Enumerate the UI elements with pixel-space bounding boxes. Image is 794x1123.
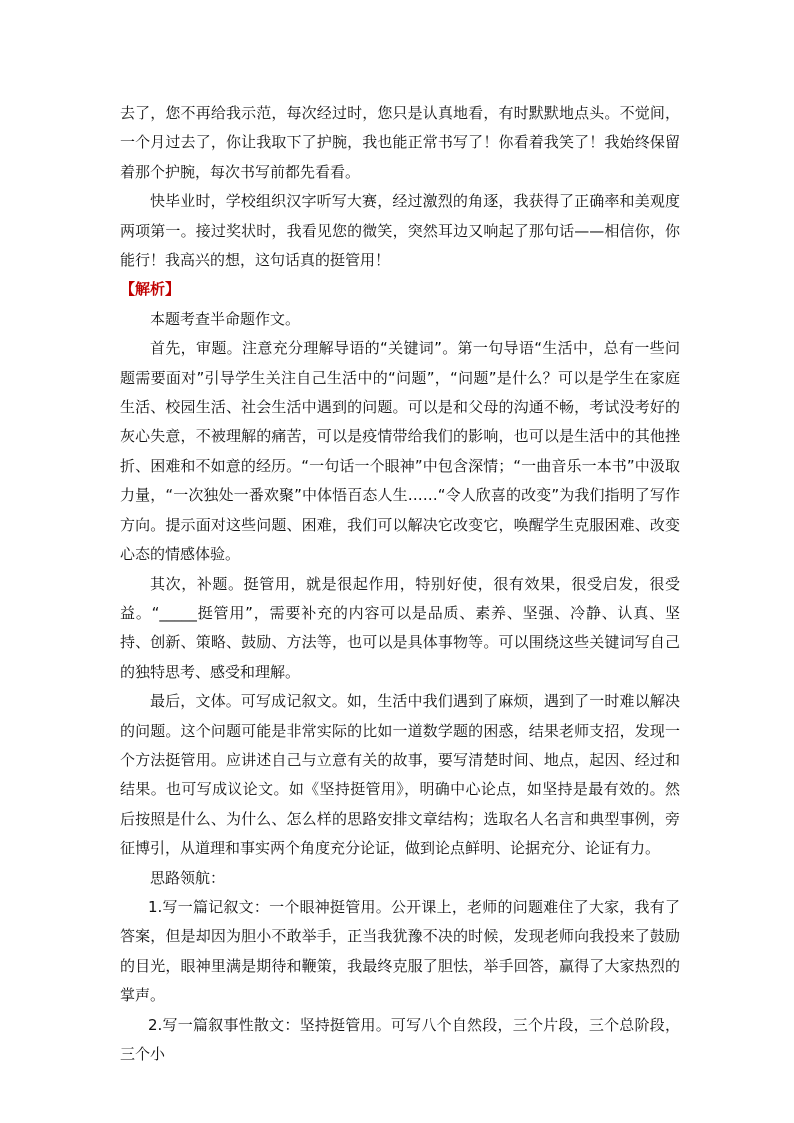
- guide-item-2: 2.写一篇叙事性散文：坚持挺管用。可写八个自然段，三个片段，三个总阶段，三个小: [120, 1015, 680, 1063]
- document-body: [120, 99, 680, 1069]
- paragraph-story-end-1: 去了，您不再给我示范，每次经过时，您只是认真地看，有时默默地点头。不觉间，一个月过去了，你让我取下了护腕，我也能正常书写了！你看着我笑了！我始终保留着那个护腕，每次书写前都先看看。: [120, 104, 680, 181]
- paragraph-story-end-2: 快毕业时，学校组织汉字听写大赛，经过激烈的角逐，我获得了正确率和美观度两项第一。接过奖状时，我看见您的微笑，突然耳边又响起了那句话——相信你，你能行！我高兴的想，这句话真的挺管用！: [120, 192, 680, 270]
- paragraph-complete-topic: 其次，补题。挺管用，就是很起作用，特别好使，很有效果，很受启发，很受益。“_____挺管用”，需要补充的内容可以是品质、素养、坚强、冷静、认真、坚持、创新、策略、鼓励、方法等，也可以是具体事物等。可以围绕这些关键词写自己的独特思考、感受和理解。: [120, 574, 680, 681]
- paragraph-review-topic: 首先，审题。注意充分理解导语的“关键词”。第一句导语“生活中，总有一些问题需要面对”引导学生关注自己生活中的“问题”，“问题”是什么？可以是学生在家庭生活、校园生活、社会生活中遇到的问题。可以是和父母的沟通不畅，考试没考好的灰心失意，不被理解的痛苦，可以是疫情带给我们的影响，也可以是生活中的其他挫折、困难和不如意的经历。“一句话一个眼神”中包含深情；“一曲音乐一本书”中汲取力量，“一次独处一番欢聚”中体悟百态人生……“令人欣喜的改变”为我们指明了写作方向。提示面对这些问题、困难，我们可以解决它改变它，唤醒学生克服困难、改变心态的情感体验。: [120, 339, 680, 564]
- analysis-section-label: 【解析】: [120, 280, 181, 299]
- paragraph-genre: 最后，文体。可写成记叙文。如，生活中我们遇到了麻烦，遇到了一时难以解决的问题。这个问题可能是非常实际的比如一道数学题的困惑，结果老师支招，发现一个方法挺管用。应讲述自己与立意有关的故事，要写清楚时间、地点，起因、经过和结果。也可写成议论文。如《坚持挺管用》，明确中心论点，如坚持是最有效的。然后按照是什么、为什么、怎么样的思路安排文章结构；选取名人名言和典型事例，旁征博引，从道理和事实两个角度充分论证，做到论点鲜明、论据充分、论证有力。: [120, 692, 680, 858]
- paragraph-guide-heading: 思路领航：: [150, 868, 226, 887]
- paragraph-topic-type: 本题考查半命题作文。: [150, 309, 301, 328]
- guide-item-1: 1.写一篇记叙文：一个眼神挺管用。公开课上，老师的问题难住了大家，我有了答案，但是却因为胆小不敢举手，正当我犹豫不决的时候，发现老师向我投来了鼓励的目光，眼神里满是期待和鞭策，我最终克服了胆怯，举手回答，赢得了大家热烈的掌声。: [120, 897, 680, 1005]
